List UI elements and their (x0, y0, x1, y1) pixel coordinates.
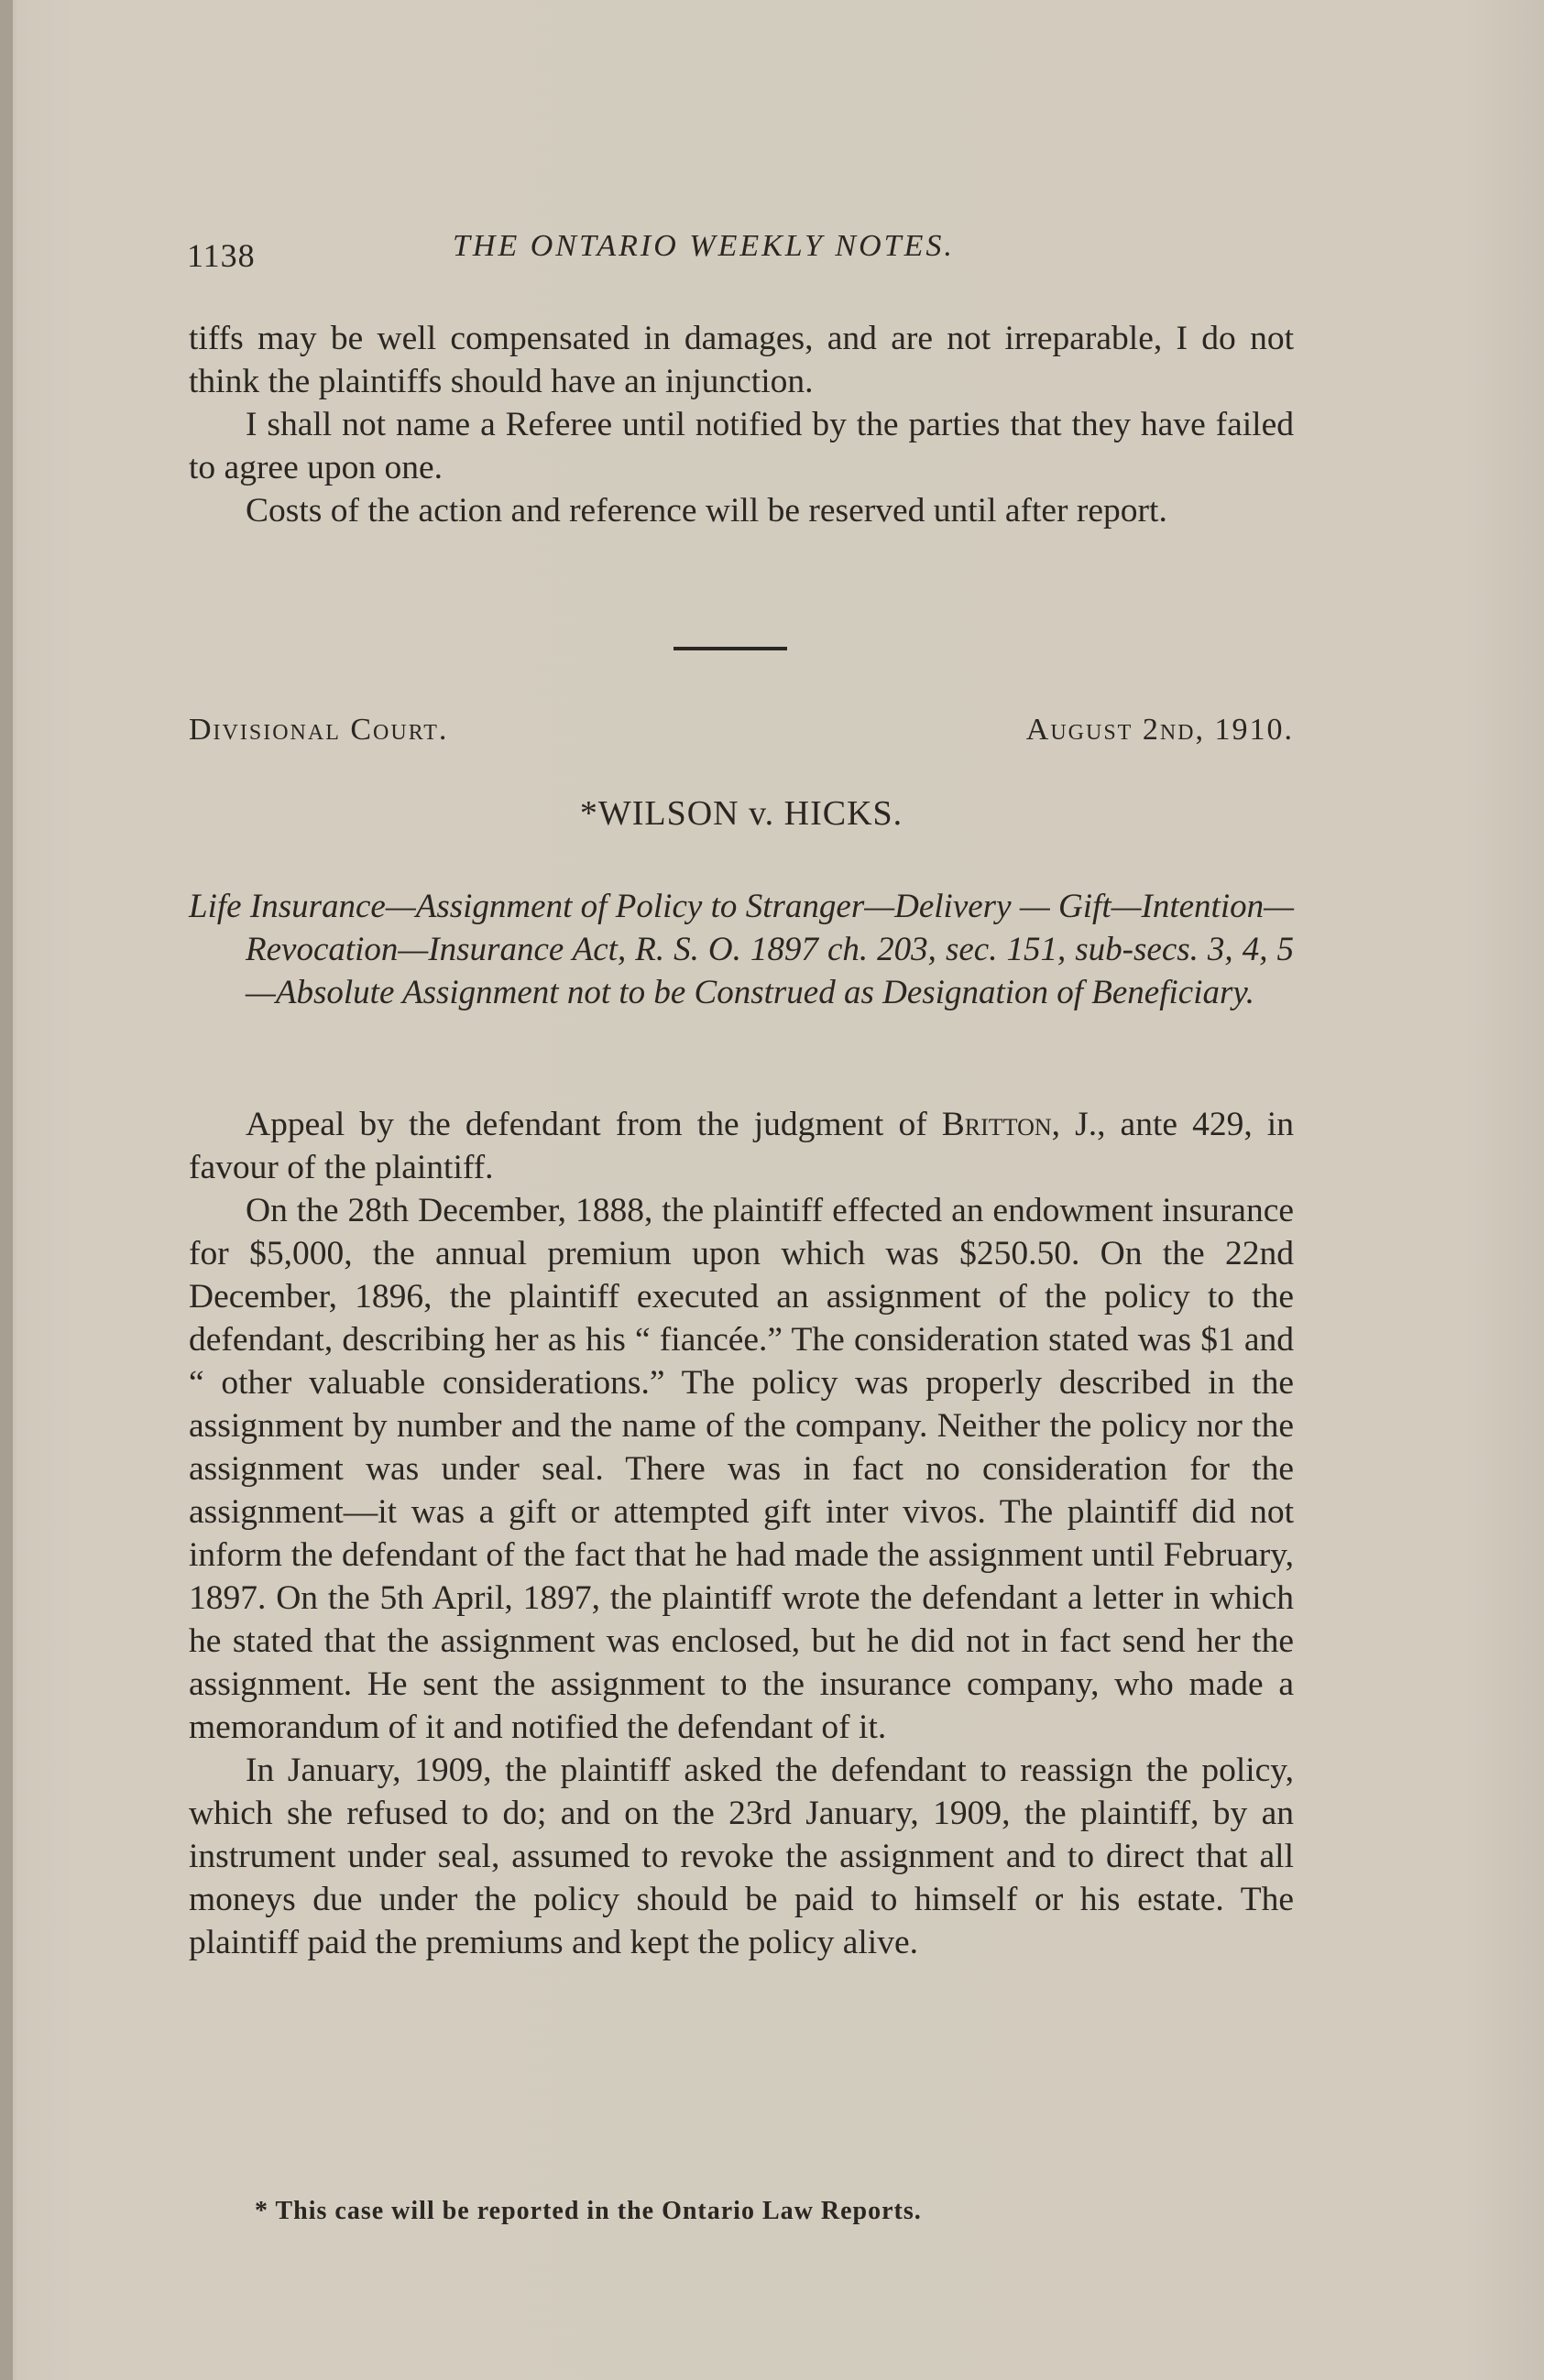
page-number: 1138 (187, 237, 256, 274)
running-head: THE ONTARIO WEEKLY NOTES. (453, 229, 955, 263)
decision-date: August 2nd, 1910. (1025, 713, 1294, 747)
judgment-body (189, 1103, 1294, 1964)
appeal-text-end: , J., ante 429, in favour of the plaintiff. (189, 1106, 1294, 1186)
case-title: *WILSON v. HICKS. (579, 794, 903, 833)
paragraph: Costs of the action and reference will be reserved until after report. (246, 492, 1167, 529)
judge-name: Britton (941, 1106, 1052, 1143)
headnote: Life Insurance—Assignment of Policy to Stranger—Delivery — Gift—Intention—Revocation—Insurance Act, R. S. O. 1897 ch. 203, sec. 151, sub-secs. 3, 4, 5—Absolute Assignment not to be Construed as Designation of Beneficiary. (189, 888, 1294, 1011)
previous-case-conclusion (189, 317, 1294, 532)
page-header (187, 229, 1292, 284)
binding-gutter (0, 0, 13, 2380)
footnote: * This case will be reported in the Ontario Law Reports. (255, 2197, 922, 2225)
section-divider (673, 647, 787, 650)
paragraph: I shall not name a Referee until notified by the parties that they have failed to agree upon one. (189, 406, 1294, 486)
appeal-text-start: Appeal by the defendant from the judgment of (246, 1106, 942, 1143)
paragraph (189, 1103, 1294, 1189)
paragraph: On the 28th December, 1888, the plaintiff effected an endowment insurance for $5,000, the annual premium upon which was $250.50. On the 22nd December, 1896, the plaintiff executed an assignment of the policy to the defendant, describing her as his “ fiancée.” The consideration stated was $1 and “ other valuable considerations.” The policy was properly described in the assignment by number and the name of the company. Neither the policy nor the assignment was under seal. There was in fact no consideration for the assignment—it was a gift or attempted gift inter vivos. The plaintiff did not inform the defendant of the fact that he had made the assignment until February, 1897. On the 5th April, 1897, the plaintiff wrote the defendant a letter in which he stated that the assignment was enclosed, but he did not in fact send her the assignment. He sent the assignment to the insurance company, who made a memorandum of it and notified the defendant of it. (189, 1192, 1294, 1746)
court-line (189, 713, 1294, 759)
court-name: Divisional Court. (189, 713, 449, 747)
paragraph: tiffs may be well compensated in damages, and are not irreparable, I do not think the plaintiffs should have an injunction. (189, 320, 1294, 400)
paragraph: In January, 1909, the plaintiff asked the defendant to reassign the policy, which she refused to do; and on the 23rd January, 1909, the plaintiff, by an instrument under seal, assumed to revoke the assignment and to direct that all moneys due under the policy should be paid to himself or his estate. The plaintiff paid the premiums and kept the policy alive. (189, 1752, 1294, 1961)
